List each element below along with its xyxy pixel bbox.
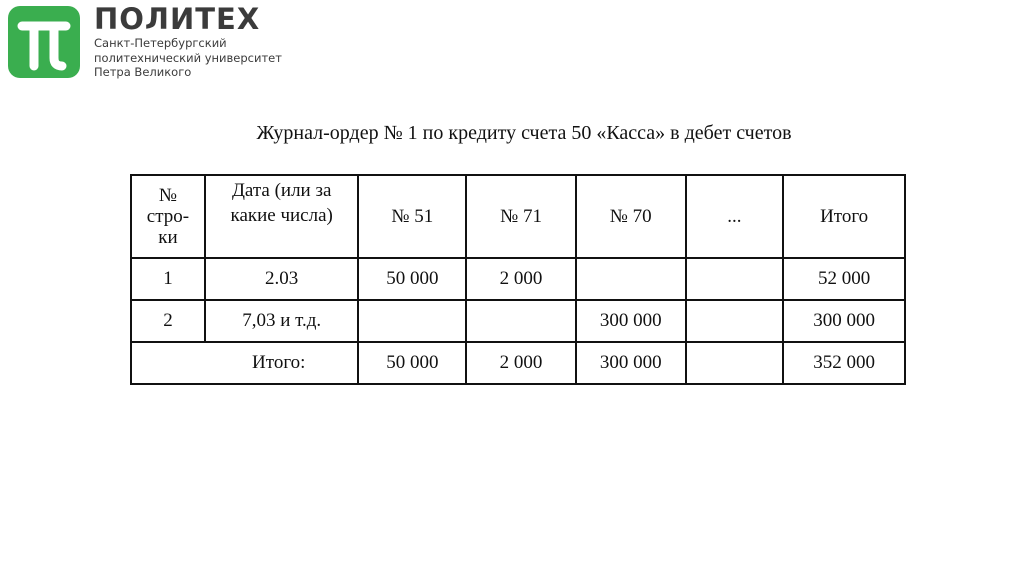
logo-subtitle-line: Санкт-Петербургский (94, 36, 227, 50)
cell-account-51 (358, 300, 466, 342)
header-date: Дата (или за какие числа) (205, 175, 359, 258)
cell-row-number: 1 (131, 258, 205, 300)
table-row (131, 300, 905, 342)
logo-subtitle-line: политехнический университет (94, 50, 282, 65)
table-row (131, 258, 905, 300)
cell-other-accounts (686, 258, 784, 300)
header-account-51: № 51 (358, 175, 466, 258)
total-account-71: 2 000 (466, 342, 576, 384)
cell-total: 300 000 (783, 300, 905, 342)
cell-total: 52 000 (783, 258, 905, 300)
cell-date: 7,03 и т.д. (205, 300, 359, 342)
table-header-row (131, 175, 905, 258)
header-row-number: № стро- ки (131, 175, 205, 258)
cell-row-number: 2 (131, 300, 205, 342)
cell-account-70: 300 000 (576, 300, 686, 342)
pi-icon (8, 6, 80, 78)
header-account-70: № 70 (576, 175, 686, 258)
totals-row (131, 342, 905, 384)
journal-order-table (130, 174, 906, 385)
cell-account-70 (576, 258, 686, 300)
header-total: Итого (783, 175, 905, 258)
logo-subtitle (94, 36, 282, 80)
cell-date: 2.03 (205, 258, 359, 300)
document-title: Журнал-ордер № 1 по кредиту счета 50 «Касса» в дебет счетов (256, 122, 792, 144)
logo-title: ПОЛИТЕХ (94, 2, 261, 36)
total-account-70: 300 000 (576, 342, 686, 384)
cell-account-71 (466, 300, 576, 342)
logo-subtitle-line: Петра Великого (94, 65, 192, 79)
totals-label: Итого: (131, 342, 358, 384)
header-account-71: № 71 (466, 175, 576, 258)
polytech-logo (8, 2, 282, 82)
grand-total: 352 000 (783, 342, 905, 384)
cell-account-51: 50 000 (358, 258, 466, 300)
cell-other-accounts (686, 300, 784, 342)
total-other-accounts (686, 342, 784, 384)
cell-account-71: 2 000 (466, 258, 576, 300)
header-other-accounts: ... (686, 175, 784, 258)
total-account-51: 50 000 (358, 342, 466, 384)
